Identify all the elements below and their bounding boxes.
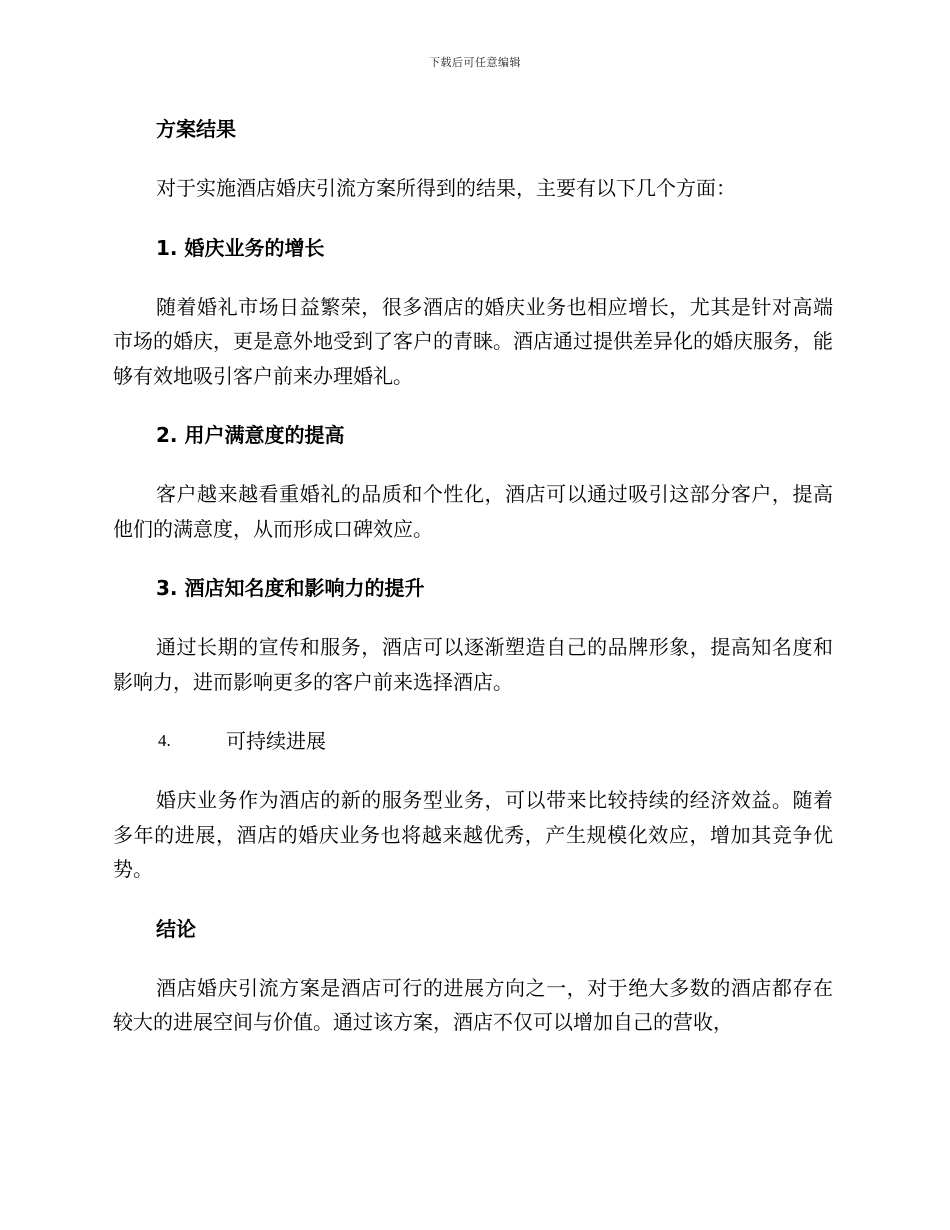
section-3-heading: 3. 酒店知名度和影响力的提升 <box>156 576 425 600</box>
section-1-heading: 1. 婚庆业务的增长 <box>156 235 325 260</box>
document-body <box>113 112 833 1040</box>
conclusion-heading: 结论 <box>156 916 196 941</box>
section-3-body: 通过长期的宣传和服务，酒店可以逐渐塑造自己的品牌形象，提高知名度和影响力，进而影响更多的客户前来选择酒店。 <box>113 635 833 694</box>
section-4-heading <box>113 724 833 758</box>
conclusion-body: 酒店婚庆引流方案是酒店可行的进展方向之一，对于绝大多数的酒店都存在较大的进展空间与价值。通过该方案，酒店不仅可以增加自己的营收， <box>113 975 833 1034</box>
section-4-title: 可持续进展 <box>226 729 326 753</box>
section-1-body: 随着婚礼市场日益繁荣，很多酒店的婚庆业务也相应增长，尤其是针对高端市场的婚庆，更是意外地受到了客户的青睐。酒店通过提供差异化的婚庆服务，能够有效地吸引客户前来办理婚礼。 <box>113 294 833 388</box>
section-2-heading: 2. 用户满意度的提高 <box>156 423 345 447</box>
section-4-number: 4. <box>158 731 171 750</box>
section-2-body: 客户越来越看重婚礼的品质和个性化，酒店可以通过吸引这部分客户，提高他们的满意度，从而形成口碑效应。 <box>113 482 833 541</box>
page-header: 下载后可任意编辑 <box>429 56 521 69</box>
results-intro: 对于实施酒店婚庆引流方案所得到的结果，主要有以下几个方面： <box>156 176 736 200</box>
section-4-body: 婚庆业务作为酒店的新的服务型业务，可以带来比较持续的经济效益。随着多年的进展，酒店的婚庆业务也将越来越优秀，产生规模化效应，增加其竞争优势。 <box>113 788 833 881</box>
results-heading: 方案结果 <box>156 117 236 141</box>
